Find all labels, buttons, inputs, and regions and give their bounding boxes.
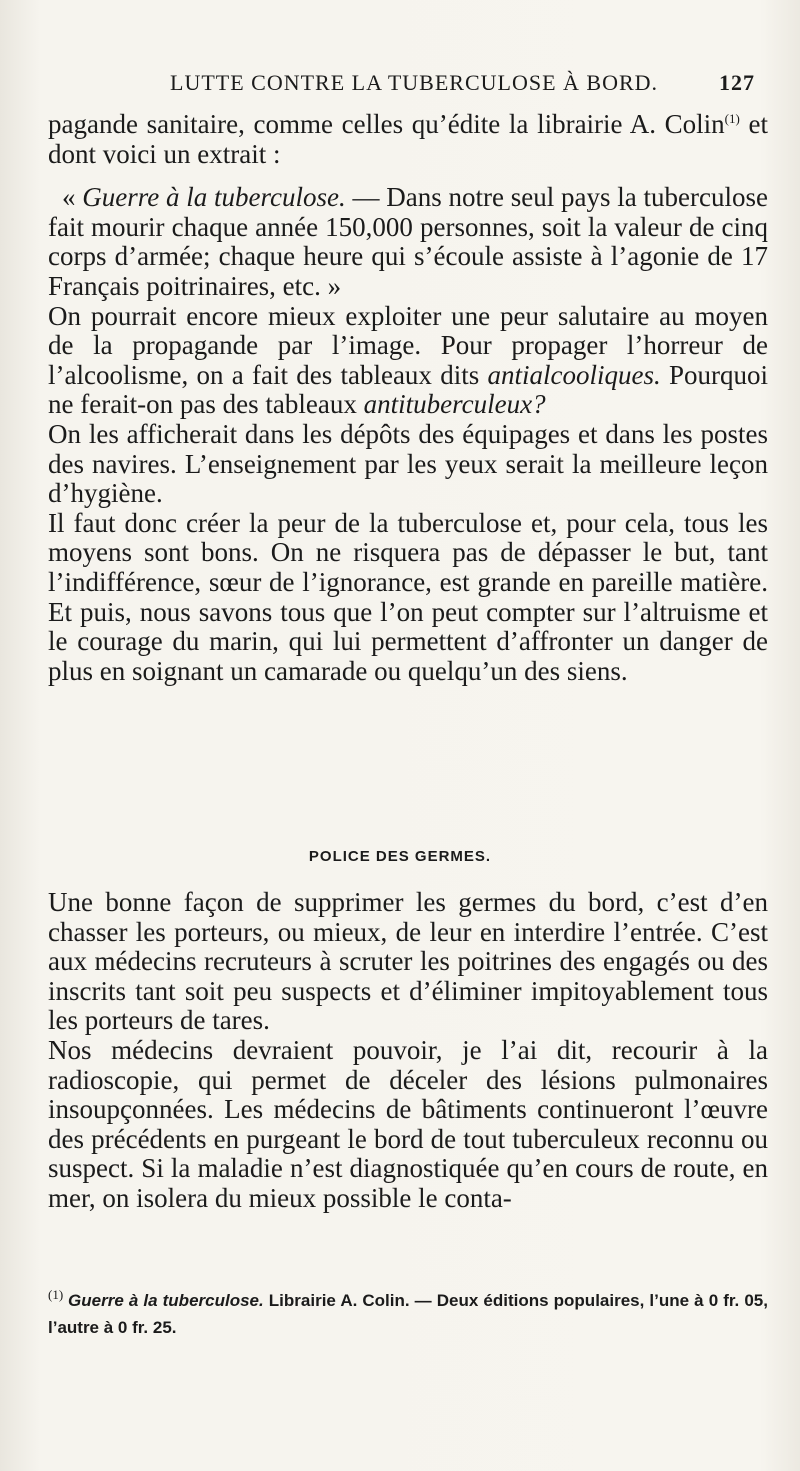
footnote-marker: (1) — [48, 1287, 64, 1302]
italic-term-antituberculeux: antituberculeux? — [363, 389, 546, 420]
paragraph-1-text: pagande sanitaire, comme celles qu’édite la librairie A. Colin — [48, 109, 725, 139]
page-header — [140, 70, 755, 100]
quote-title: Guerre à la tuberculose. — [82, 182, 346, 213]
footnote-title: Guerre à la tuberculose. — [68, 1291, 264, 1310]
paragraph-4: Il faut donc créer la peur de la tuberculose et, pour cela, tous les moyens sont bons. On ne risquera pas de dépasser le but, tant l’indifférence, sœur de l’ignorance, est grande en pareille matière. Et puis, nous savons tous que l’on peut compter sur l’altruisme et le courage du marin, qui lui permettent d’affronter un danger de plus en soignant un camarade ou quelqu’un des siens. — [48, 507, 768, 686]
section-paragraph-1: Une bonne façon de supprimer les germes du bord, c’est d’en chasser les porteurs, ou mieux, de leur en interdire l’entrée. C’est aux médecins recruteurs à scruter les poitrines des engagés ou des inscrits tant soit peu suspects et d’éliminer impitoyablement tous les porteurs de tares. — [48, 887, 768, 1036]
running-title: LUTTE CONTRE LA TUBERCULOSE À BORD. — [170, 70, 659, 95]
paragraph-1 — [48, 104, 768, 169]
italic-term-antialcooliques: antialcooliques. — [487, 359, 661, 390]
quote-text: — Dans notre seul pays la tuberculose fait mourir chaque année 150,000 personnes, soit la valeur de cinq corps d’armée; chaque heure qui s’écoule assiste à l’agonie de 17 Français poitrinaires, etc. » — [48, 182, 769, 301]
footnote-text: Librairie A. Colin. — Deux éditions populaires, l’une à 0 fr. 05, l’autre à 0 fr. 25. — [48, 1291, 768, 1337]
paragraph-2-text-a: On pourrait encore mieux exploiter une peur salutaire au moyen de la propagande par l’image. Pour propager l’horreur de l’alcoolisme, on a fait des tableaux dits — [48, 300, 768, 390]
paragraph-3: On les afficherait dans les dépôts des équipages et dans les postes des navires. L’enseignement par les yeux serait la meilleure leçon d’hygiène. — [48, 418, 768, 509]
paragraph-2-text-b: Pourquoi ne ferait-on pas des tableaux — [48, 359, 768, 420]
paragraph-2 — [48, 302, 768, 420]
quotation-paragraph — [48, 183, 768, 301]
section-paragraph-2: Nos médecins devraient pouvoir, je l’ai dit, recourir à la radioscopie, qui permet de déceler des lésions pulmonaires insoupçonnées. Les médecins de bâtiments continueront l’œuvre des précédents en purgeant le bord de tout tuberculeux reconnu ou suspect. Si la maladie n’est diagnostiquée qu’en cours de route, en mer, on isolera du mieux possible le conta- — [48, 1034, 768, 1213]
footnote — [48, 1282, 768, 1341]
section-text — [48, 888, 768, 1214]
quote-open: « — [62, 182, 83, 213]
section-title: POLICE DES GERMES. — [308, 848, 492, 865]
page-number: 127 — [719, 70, 755, 95]
paragraph-1-end: et dont voici un extrait : — [48, 109, 768, 169]
main-text — [48, 104, 768, 686]
footnote-reference: (1) — [724, 111, 740, 126]
